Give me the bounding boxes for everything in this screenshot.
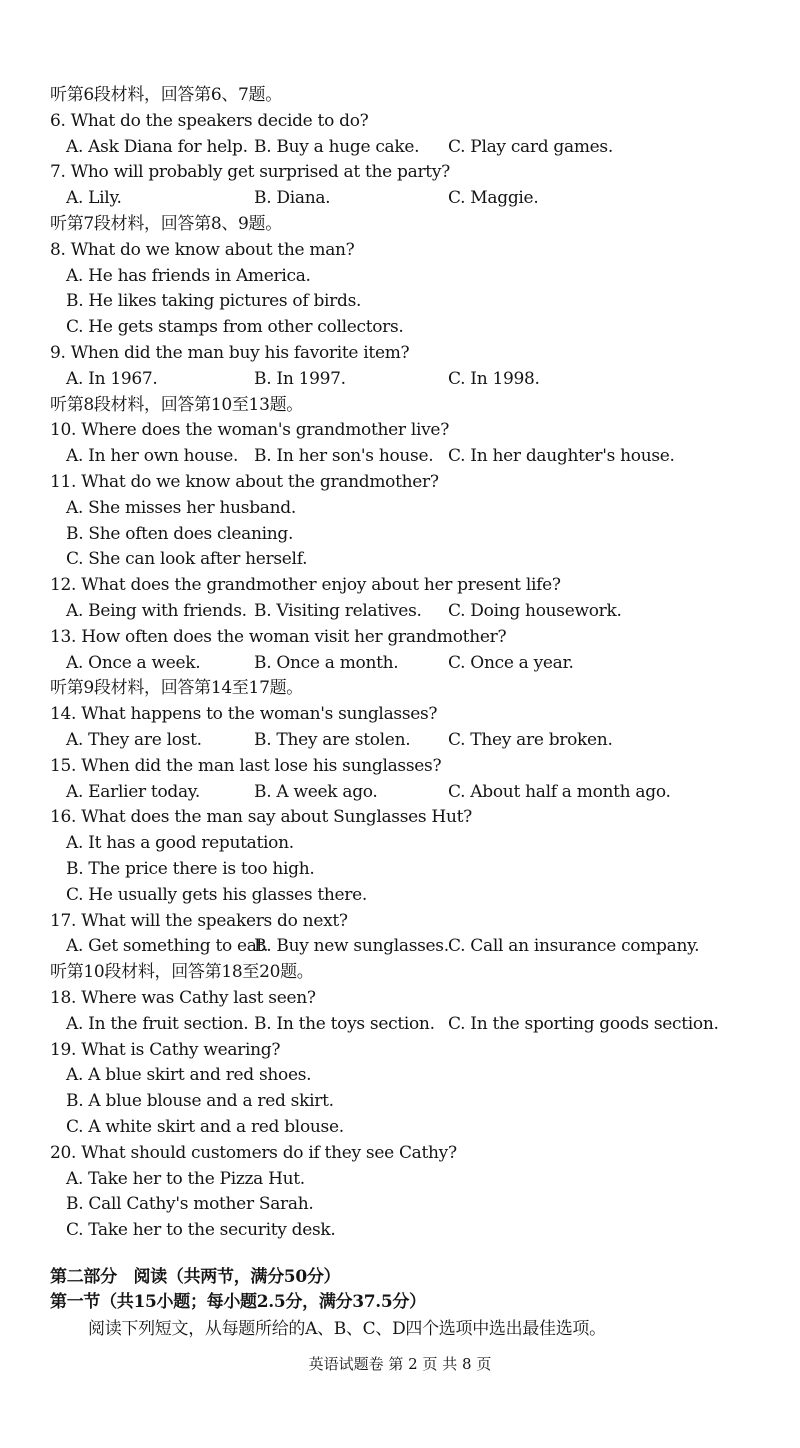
option-c: C. Call an insurance company.	[448, 936, 700, 956]
option-line: C. He usually gets his glasses there.	[66, 885, 367, 905]
option-a: A. In 1967.	[66, 369, 158, 389]
option-line: A. It has a good reputation.	[66, 833, 294, 853]
option-b: B. Diana.	[254, 188, 331, 208]
question-text: 7. Who will probably get surprised at the party?	[50, 162, 450, 182]
option-c: C. Doing housework.	[448, 601, 622, 621]
option-c: C. Play card games.	[448, 137, 613, 157]
question-text: 15. When did the man last lose his sunglasses?	[50, 756, 442, 776]
question-text: 11. What do we know about the grandmother?	[50, 472, 439, 492]
question-text: 6. What do the speakers decide to do?	[50, 111, 369, 131]
question-text: 17. What will the speakers do next?	[50, 911, 348, 931]
option-line: A. She misses her husband.	[66, 498, 296, 518]
option-b: B. Visiting relatives.	[254, 601, 422, 621]
option-b: B. They are stolen.	[254, 730, 411, 750]
option-c: C. In her daughter's house.	[448, 446, 675, 466]
option-line: B. He likes taking pictures of birds.	[66, 291, 362, 311]
option-b: B. Buy new sunglasses.	[254, 936, 449, 956]
listening-section-heading: 听第6段材料，回答第6、7题。	[50, 85, 282, 105]
question-text: 9. When did the man buy his favorite item?	[50, 343, 410, 363]
page-footer: 英语试题卷 第 2 页 共 8 页	[308, 1355, 492, 1373]
listening-section-heading: 听第10段材料，回答第18至20题。	[50, 962, 314, 982]
listening-section-heading: 听第7段材料，回答第8、9题。	[50, 214, 282, 234]
option-line: B. A blue blouse and a red skirt.	[66, 1091, 334, 1111]
question-text: 14. What happens to the woman's sunglasses?	[50, 704, 438, 724]
reading-instruction: 阅读下列短文，从每题所给的A、B、C、D四个选项中选出最佳选项。	[88, 1319, 606, 1339]
option-a: A. Get something to eat.	[66, 936, 269, 956]
option-line: A. Take her to the Pizza Hut.	[66, 1169, 305, 1189]
option-c: C. In 1998.	[448, 369, 540, 389]
option-line: B. The price there is too high.	[66, 859, 315, 879]
option-b: B. In her son's house.	[254, 446, 434, 466]
option-line: C. Take her to the security desk.	[66, 1220, 336, 1240]
option-a: A. In the fruit section.	[66, 1014, 249, 1034]
section-one-heading: 第一节（共15小题；每小题2.5分，满分37.5分）	[50, 1292, 426, 1312]
option-line: C. She can look after herself.	[66, 549, 308, 569]
option-b: B. In the toys section.	[254, 1014, 435, 1034]
option-a: A. Ask Diana for help.	[66, 137, 248, 157]
option-c: C. Maggie.	[448, 188, 539, 208]
option-line: A. A blue skirt and red shoes.	[66, 1065, 312, 1085]
option-a: A. Once a week.	[66, 653, 201, 673]
option-line: B. She often does cleaning.	[66, 524, 294, 544]
listening-section-heading: 听第8段材料，回答第10至13题。	[50, 395, 303, 415]
question-text: 19. What is Cathy wearing?	[50, 1040, 281, 1060]
option-line: C. He gets stamps from other collectors.	[66, 317, 404, 337]
option-a: A. Being with friends.	[66, 601, 247, 621]
option-c: C. About half a month ago.	[448, 782, 671, 802]
question-text: 8. What do we know about the man?	[50, 240, 355, 260]
option-a: A. In her own house.	[66, 446, 239, 466]
option-c: C. In the sporting goods section.	[448, 1014, 719, 1034]
option-a: A. Earlier today.	[66, 782, 200, 802]
question-text: 10. Where does the woman's grandmother live?	[50, 420, 450, 440]
part-two-title: 第二部分 阅读（共两节，满分50分）	[50, 1267, 341, 1287]
option-a: A. Lily.	[66, 188, 122, 208]
option-line: C. A white skirt and a red blouse.	[66, 1117, 344, 1137]
question-text: 20. What should customers do if they see Cathy?	[50, 1143, 457, 1163]
option-c: C. They are broken.	[448, 730, 613, 750]
option-c: C. Once a year.	[448, 653, 574, 673]
question-text: 13. How often does the woman visit her grandmother?	[50, 627, 507, 647]
option-b: B. In 1997.	[254, 369, 346, 389]
question-text: 12. What does the grandmother enjoy about her present life?	[50, 575, 561, 595]
option-line: A. He has friends in America.	[66, 266, 311, 286]
listening-section-heading: 听第9段材料，回答第14至17题。	[50, 678, 303, 698]
option-b: B. A week ago.	[254, 782, 378, 802]
option-b: B. Buy a huge cake.	[254, 137, 420, 157]
question-text: 18. Where was Cathy last seen?	[50, 988, 316, 1008]
option-b: B. Once a month.	[254, 653, 399, 673]
option-a: A. They are lost.	[66, 730, 202, 750]
option-line: B. Call Cathy's mother Sarah.	[66, 1194, 314, 1214]
question-text: 16. What does the man say about Sunglasses Hut?	[50, 807, 472, 827]
